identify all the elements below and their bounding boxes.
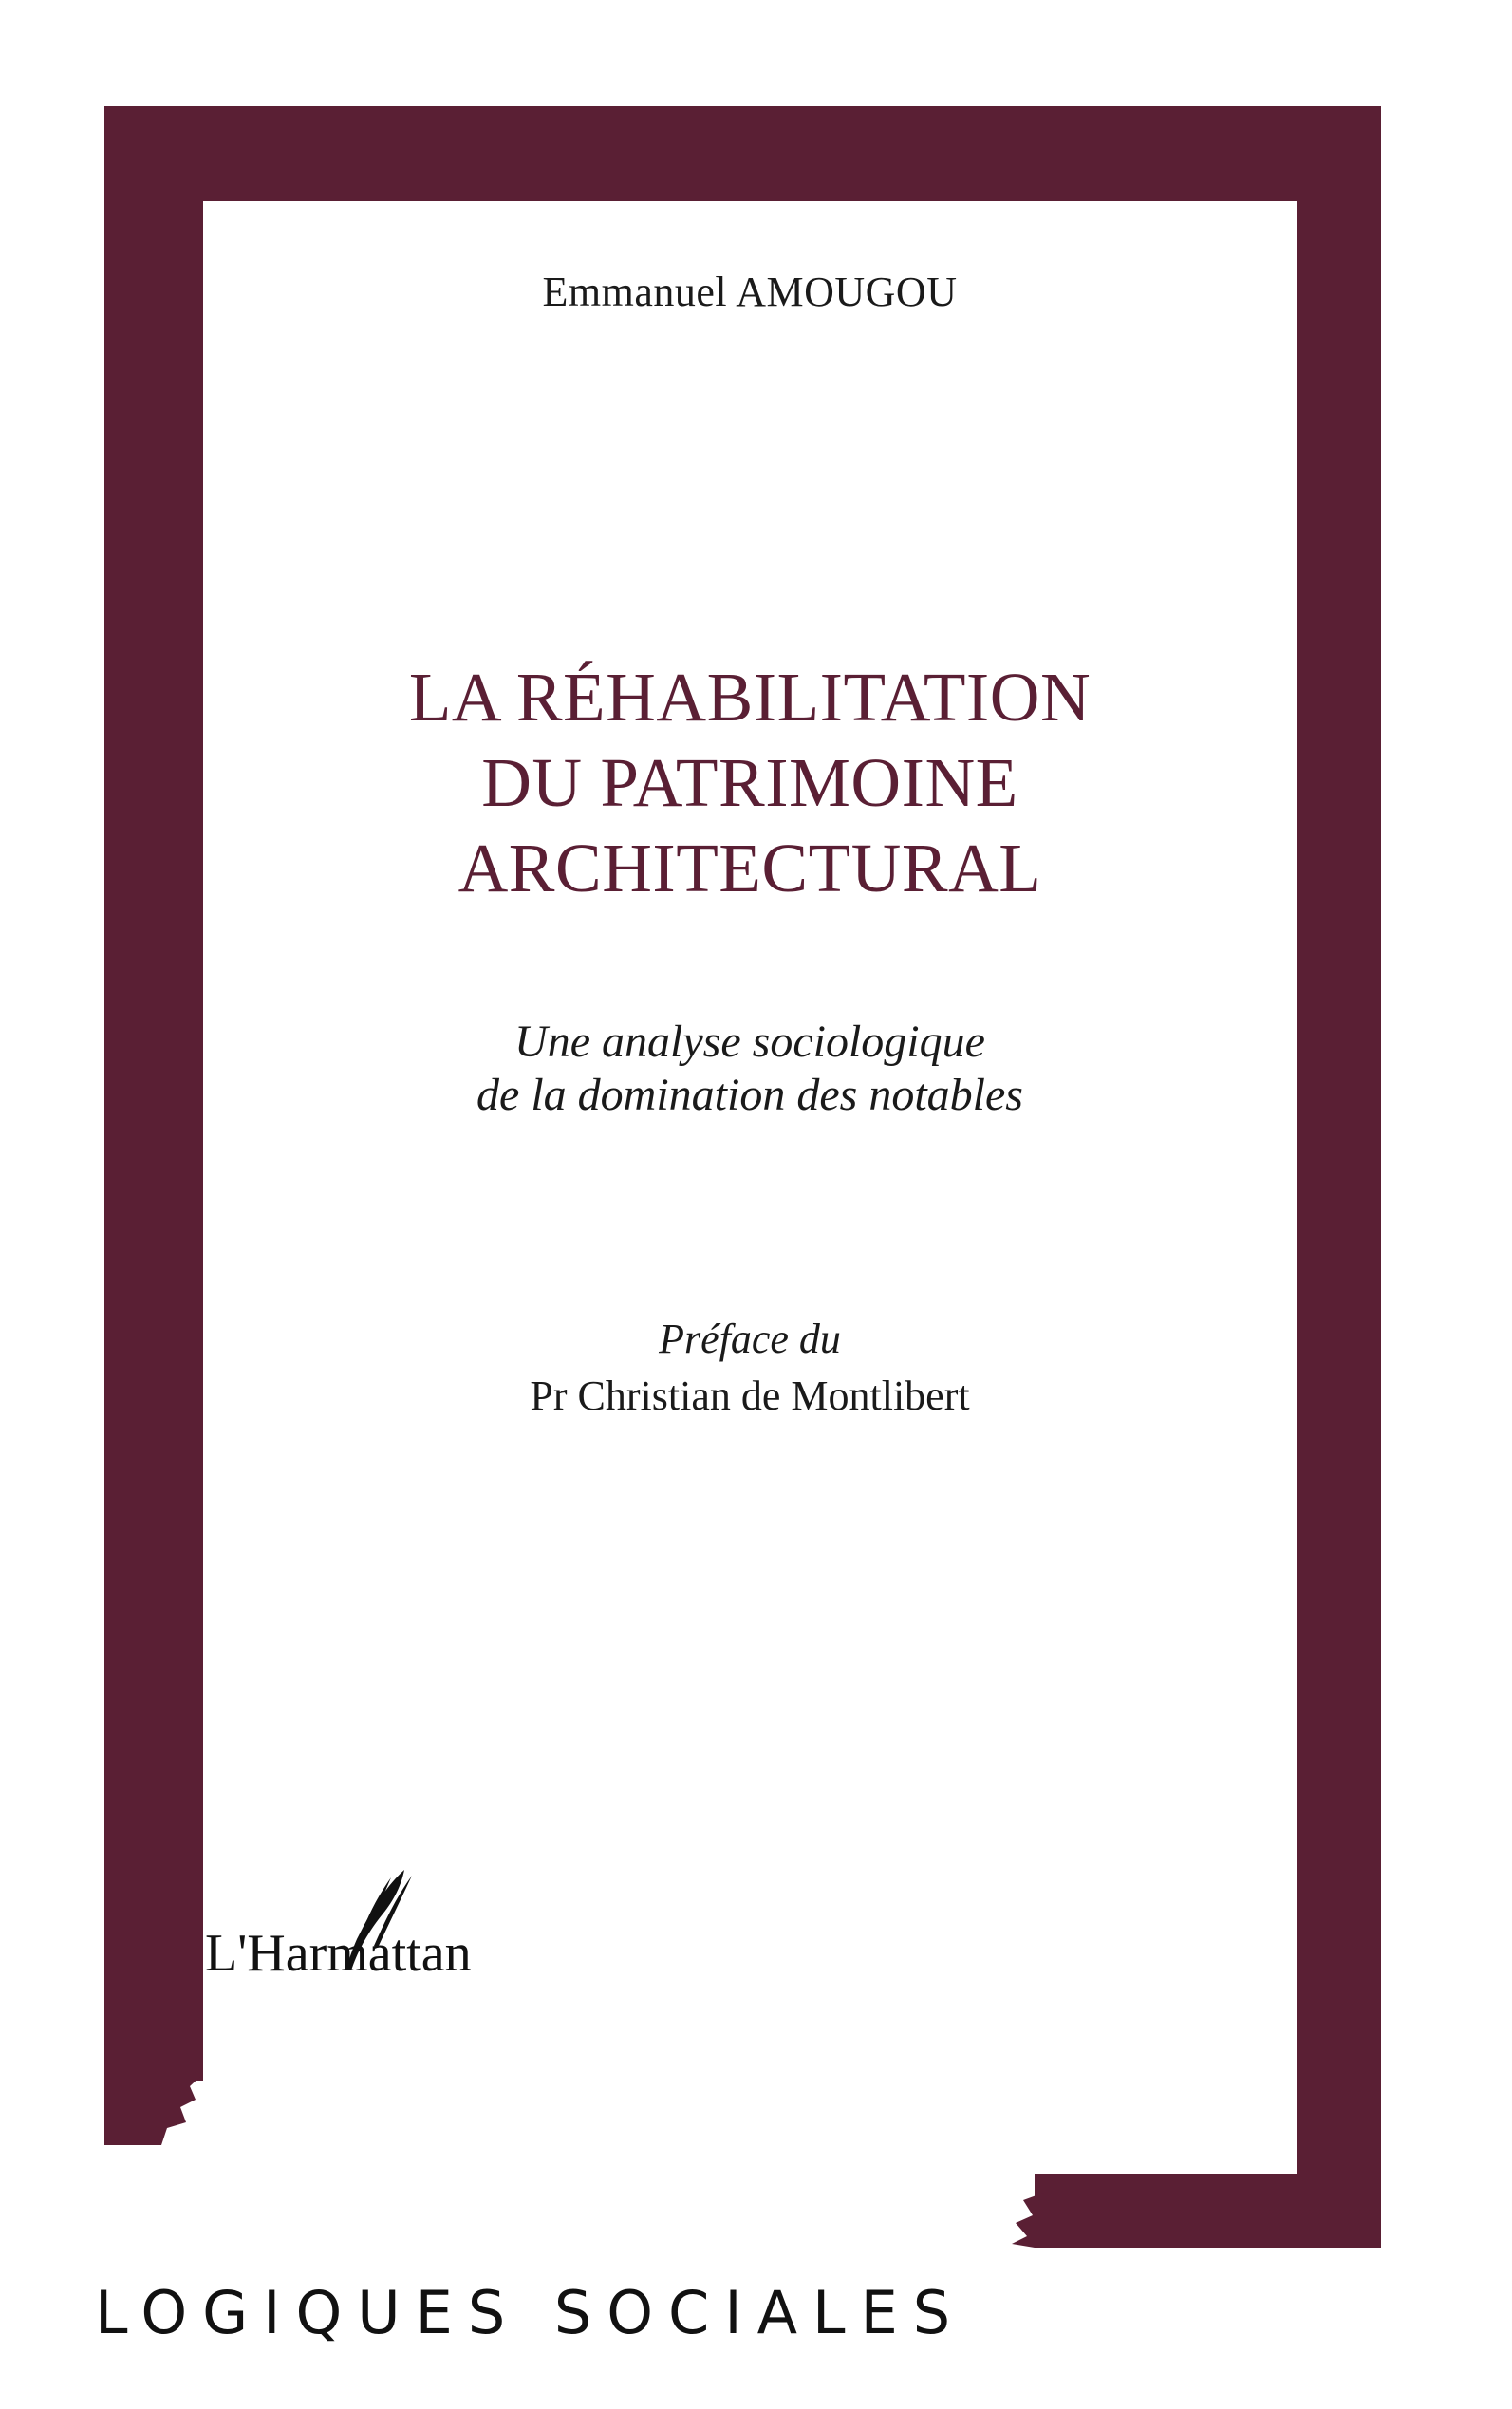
book-subtitle xyxy=(203,1016,1297,1122)
cover-frame-bottom xyxy=(1035,2174,1381,2248)
publisher-name: L'Harmattan xyxy=(205,1924,472,1983)
subtitle-line-2: de la domination des notables xyxy=(476,1070,1023,1120)
title-line-2: DU PATRIMOINE xyxy=(481,744,1018,821)
publisher-logo xyxy=(205,1868,585,1991)
cover-frame-left xyxy=(104,106,203,2081)
author-name: Emmanuel AMOUGOU xyxy=(542,269,958,315)
preface-author: Pr Christian de Montlibert xyxy=(530,1373,970,1419)
preface-label: Préface du xyxy=(659,1316,841,1362)
book-title xyxy=(203,655,1297,911)
title-line-1: LA RÉHABILITATION xyxy=(408,659,1092,736)
subtitle-line-1: Une analyse sociologique xyxy=(514,1017,985,1067)
title-line-3: ARCHITECTURAL xyxy=(457,830,1042,906)
collection-name: LOGIQUES SOCIALES xyxy=(95,2278,966,2347)
cover-frame-right xyxy=(1297,106,1381,2245)
torn-edge-left xyxy=(104,2041,203,2145)
torn-edge-right xyxy=(1006,2157,1063,2261)
cover-frame-top xyxy=(104,106,1381,201)
